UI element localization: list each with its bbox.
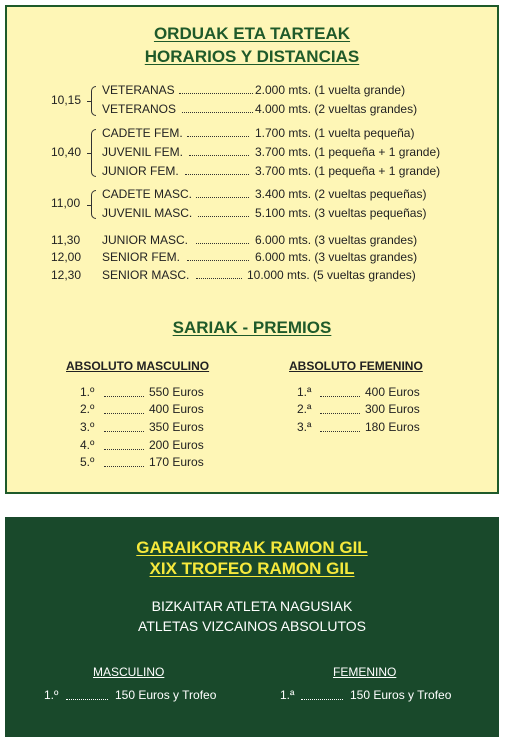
distance-label: 10.000 mts. (5 vueltas grandes) xyxy=(247,268,416,282)
trophy-subtitle-line2: ATLETAS VIZCAINOS ABSOLUTOS xyxy=(138,618,366,634)
prize-place: 1.ª xyxy=(297,385,312,399)
schedule-panel xyxy=(5,5,499,494)
distance-label: 6.000 mts. (3 vueltas grandes) xyxy=(255,233,418,247)
dot-leader xyxy=(301,699,343,700)
distance-label: 4.000 mts. (2 vueltas grandes) xyxy=(255,102,418,116)
prize-amount: 550 Euros xyxy=(149,385,204,399)
schedule-title-line2: HORARIOS Y DISTANCIAS xyxy=(144,47,360,66)
category-label: JUVENIL FEM. xyxy=(102,145,183,159)
trophy-title-line1: GARAIKORRAK RAMON GIL xyxy=(136,538,368,557)
dot-leader xyxy=(198,216,249,217)
dot-leader xyxy=(104,396,144,397)
dot-leader xyxy=(187,260,249,261)
category-label: SENIOR MASC. xyxy=(102,268,190,282)
dot-leader xyxy=(320,431,360,432)
prize-place: 4.º xyxy=(80,438,95,452)
prize-amount: 400 Euros xyxy=(149,402,204,416)
prize-amount: 350 Euros xyxy=(149,420,204,434)
prize-place: 5.º xyxy=(80,455,95,469)
dot-leader xyxy=(104,466,144,467)
distance-label: 5.100 mts. (3 vueltas pequeñas) xyxy=(255,206,427,220)
trophy-femenino-prize: 150 Euros y Trofeo xyxy=(350,688,452,702)
distance-label: 2.000 mts. (1 vuelta grande) xyxy=(255,83,406,97)
prize-amount: 180 Euros xyxy=(365,420,420,434)
distance-label: 1.700 mts. (1 vuelta pequeña) xyxy=(255,126,415,140)
distance-label: 3.700 mts. (1 pequeña + 1 grande) xyxy=(255,164,441,178)
time-label: 12,00 xyxy=(51,250,82,264)
femenino-heading: ABSOLUTO FEMENINO xyxy=(289,359,423,373)
dot-leader xyxy=(104,413,144,414)
time-label: 11,00 xyxy=(51,196,81,210)
prize-place: 1.º xyxy=(80,385,95,399)
trophy-title-line2: XIX TROFEO RAMON GIL xyxy=(149,559,355,578)
dot-leader xyxy=(104,431,144,432)
prize-amount: 300 Euros xyxy=(365,402,420,416)
dot-leader xyxy=(187,136,249,137)
dot-leader xyxy=(196,278,242,279)
distance-label: 3.400 mts. (2 vueltas pequeñas) xyxy=(255,187,427,201)
prize-amount: 400 Euros xyxy=(365,385,420,399)
prize-place: 3.º xyxy=(80,420,95,434)
dot-leader xyxy=(104,449,144,450)
trophy-masculino-heading: MASCULINO xyxy=(93,665,165,679)
prize-amount: 200 Euros xyxy=(149,438,204,452)
dot-leader xyxy=(182,112,253,113)
brace xyxy=(91,129,96,177)
distance-label: 6.000 mts. (3 vueltas grandes) xyxy=(255,250,418,264)
prize-place: 3.ª xyxy=(297,420,312,434)
dot-leader xyxy=(189,155,249,156)
dot-leader xyxy=(196,243,249,244)
category-label: JUNIOR FEM. xyxy=(102,164,179,178)
prize-place: 2.º xyxy=(80,402,95,416)
dot-leader xyxy=(196,197,249,198)
time-label: 11,30 xyxy=(51,233,81,247)
time-label: 10,15 xyxy=(51,93,82,107)
trophy-masculino-place: 1.º xyxy=(44,688,59,702)
schedule-title-line1: ORDUAK ETA TARTEAK xyxy=(153,24,351,43)
dot-leader xyxy=(66,699,108,700)
dot-leader xyxy=(320,396,360,397)
time-label: 10,40 xyxy=(51,145,82,159)
category-label: VETERANAS xyxy=(102,83,175,97)
distance-label: 3.700 mts. (1 pequeña + 1 grande) xyxy=(255,145,441,159)
dot-leader xyxy=(320,413,360,414)
category-label: SENIOR FEM. xyxy=(102,250,181,264)
trophy-femenino-place: 1.ª xyxy=(280,688,295,702)
category-label: CADETE FEM. xyxy=(102,126,183,140)
category-label: CADETE MASC. xyxy=(102,187,193,201)
brace xyxy=(91,86,96,116)
category-label: VETERANOS xyxy=(102,102,177,116)
trophy-femenino-heading: FEMENINO xyxy=(333,665,397,679)
dot-leader xyxy=(185,174,249,175)
prize-place: 2.ª xyxy=(297,402,312,416)
trophy-subtitle-line1: BIZKAITAR ATLETA NAGUSIAK xyxy=(151,598,353,614)
dot-leader xyxy=(179,93,253,94)
masculino-heading: ABSOLUTO MASCULINO xyxy=(66,359,210,373)
trophy-panel xyxy=(5,517,499,737)
brace xyxy=(91,190,96,219)
category-label: JUVENIL MASC. xyxy=(102,206,193,220)
time-label: 12,30 xyxy=(51,268,82,282)
prize-amount: 170 Euros xyxy=(149,455,204,469)
prizes-title: SARIAK - PREMIOS xyxy=(172,318,332,337)
trophy-masculino-prize: 150 Euros y Trofeo xyxy=(115,688,217,702)
category-label: JUNIOR MASC. xyxy=(102,233,189,247)
